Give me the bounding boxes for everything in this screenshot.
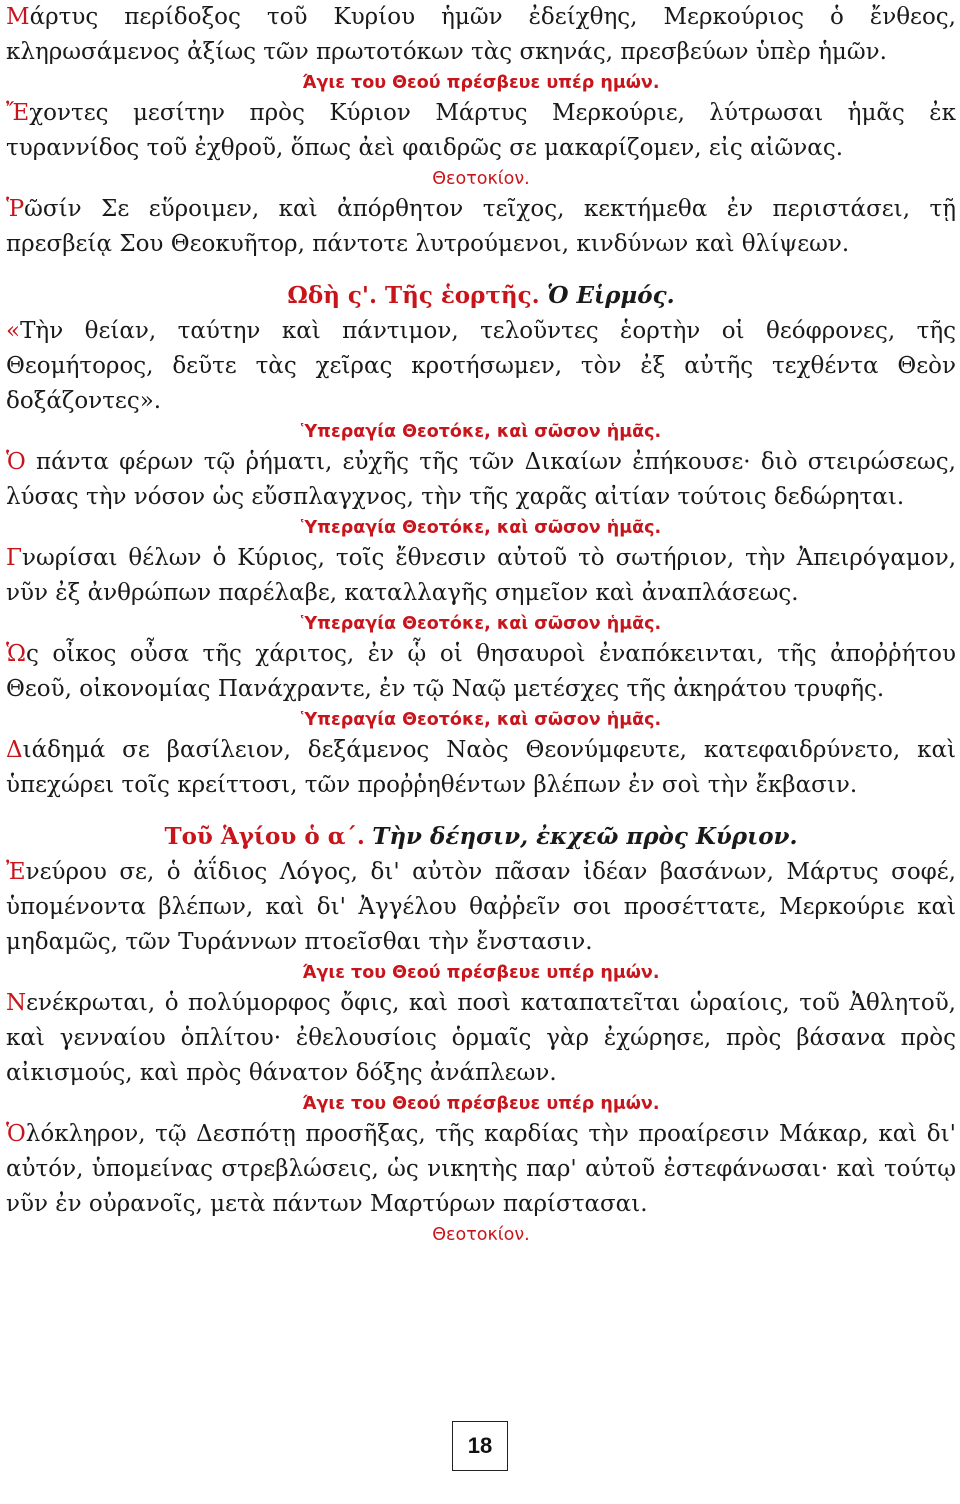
theotokion-label: Θεοτοκίον. — [432, 169, 530, 189]
troparion: Νενέκρωται, ὁ πολύμορφος ὄφις, καὶ ποσὶ καταπατεῖται ὡραίοις, τοῦ Ἀθλητοῦ, καὶ γενναίου ὁπλίτου· ἐθελουσίοις ὁρμαῖς γὰρ ἐχώρησε, πρὸς βάσανα πρὸς αἰκισμούς, καὶ πρὸς θάνατον δόξης ἀνάπλεων. — [6, 990, 956, 1086]
refrain: Ὑπεραγία Θεοτόκε, καὶ σῶσον ἡμᾶς. — [300, 518, 662, 538]
refrain: Ὑπεραγία Θεοτόκε, καὶ σῶσον ἡμᾶς. — [300, 710, 662, 730]
page-number: 18 — [452, 1421, 508, 1471]
theotokion-label: Θεοτοκίον. — [432, 1225, 530, 1245]
troparion: Ὁ πάντα φέρων τῷ ῥήματι, εὐχῆς τῆς τῶν Δικαίων ἐπήκουσε· διὸ στειρώσεως, λύσας τὴν νόσον ὡς εὔσπλαγχνος, τὴν τῆς χαρᾶς αἰτίαν τούτοις δεδώρηται. — [6, 449, 956, 510]
troparion: Ὁλόκληρον, τῷ Δεσπότῃ προσῆξας, τῆς καρδίας τὴν προαίρεσιν Μάκαρ, καὶ δι' αὐτόν, ὑπομείνας στρεβλώσεις, ὡς νικητὴς παρ' αὐτοῦ ἐστεφάνωσαι· καὶ τούτῳ νῦν ἐν οὐρανοῖς, μετὰ πάντων Μαρτύρων παρίστασαι. — [6, 1121, 956, 1217]
document-page — [6, 0, 956, 1248]
ode-heading: Ωδὴ ς'. Τῆς ἑορτῆς. Ὁ Εἱρμός. — [287, 282, 675, 309]
troparion: Μάρτυς περίδοξος τοῦ Κυρίου ἡμῶν ἐδείχθης, Μερκούριος ὁ ἔνθεος, κληρωσάμενος ἀξίως τῶν πρωτοτόκων τὰς σκηνάς, πρεσβεύων ὑπὲρ ἡμῶν. — [6, 4, 956, 65]
refrain: Ὑπεραγία Θεοτόκε, καὶ σῶσον ἡμᾶς. — [300, 614, 662, 634]
troparion: Ὡς οἶκος οὖσα τῆς χάριτος, ἐν ᾧ οἱ θησαυροὶ ἐναπόκεινται, τῆς ἀποῤῥήτου Θεοῦ, οἰκονομίας Πανάχραντε, ἐν τῷ Ναῷ μετέσχες τῆς ἀκηράτου τρυφῆς. — [6, 641, 956, 702]
troparion: Γνωρίσαι θέλων ὁ Κύριος, τοῖς ἔθνεσιν αὐτοῦ τὸ σωτήριον, τὴν Ἀπειρόγαμον, νῦν ἐξ ἀνθρώπων παρέλαβε, καταλλαγῆς σημεῖον καὶ ἀναπλάσεως. — [6, 545, 956, 606]
troparion: Ῥῶσίν Σε εὕροιμεν, καὶ ἀπόρθητον τεῖχος, κεκτήμεθα ἐν περιστάσει, τῇ πρεσβείᾳ Σου Θεοκυῆτορ, πάντοτε λυτρούμενοι, κινδύνων καὶ θλίψεων. — [6, 196, 956, 257]
troparion: Ἔχοντες μεσίτην πρὸς Κύριον Μάρτυς Μερκούριε, λύτρωσαι ἡμᾶς ἐκ τυραννίδος τοῦ ἐχθροῦ, ὅπως ἀεὶ φαιδρῶς σε μακαρίζομεν, εἰς αἰῶνας. — [6, 100, 956, 161]
refrain: Άγιε του Θεού πρέσβευε υπέρ ημών. — [302, 963, 660, 983]
refrain: Άγιε του Θεού πρέσβευε υπέρ ημών. — [302, 73, 660, 93]
troparion: Διάδημά σε βασίλειον, δεξάμενος Ναὸς Θεονύμφευτε, κατεφαιδρύνετο, καὶ ὑπεχώρει τοῖς κρείττοσι, τῶν προῤῥηθέντων βλέπων ἐν σοὶ τὴν ἔκβασιν. — [6, 737, 956, 798]
heirmos: «Τὴν θείαν, ταύτην καὶ πάντιμον, τελοῦντες ἑορτὴν οἱ θεόφρονες, τῆς Θεομήτορος, δεῦτε τὰς χεῖρας κροτήσωμεν, τὸν ἐξ αὐτῆς τεχθέντα Θεὸν δοξάζοντες». — [6, 318, 956, 414]
troparion: Ἐνεύρου σε, ὁ ἀΐδιος Λόγος, δι' αὐτὸν πᾶσαν ἰδέαν βασάνων, Μάρτυς σοφέ, ὑπομένοντα βλέπων, καὶ δι' Ἀγγέλου θαῤῥεῖν σοι προσέττατε, Μερκούριε καὶ μηδαμῶς, τῶν Τυράννων πτοεῖσθαι τὴν ἔνστασιν. — [6, 859, 956, 955]
refrain: Ὑπεραγία Θεοτόκε, καὶ σῶσον ἡμᾶς. — [300, 422, 662, 442]
saint-canon-heading: Τοῦ Ἁγίου ὁ α΄. Τὴν δέησιν, ἐκχεῶ πρὸς Κύριον. — [164, 823, 798, 850]
refrain: Άγιε του Θεού πρέσβευε υπέρ ημών. — [302, 1094, 660, 1114]
